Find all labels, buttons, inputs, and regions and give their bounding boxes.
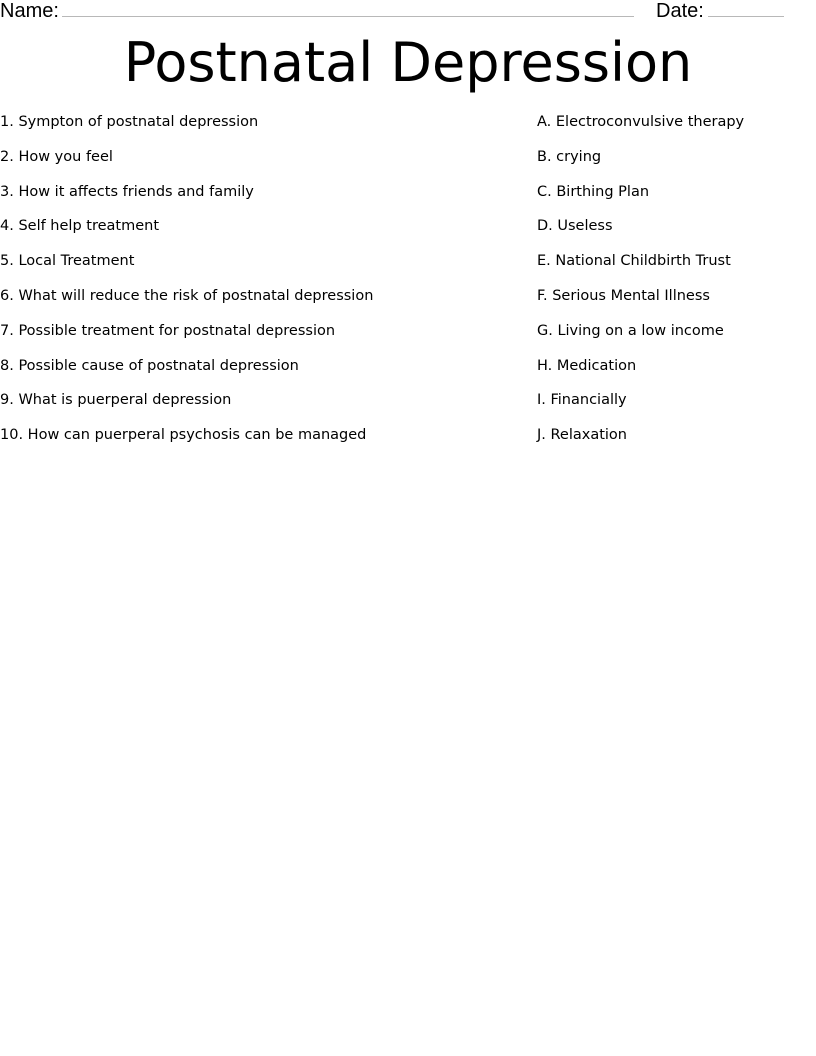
answer-item: G. Living on a low income xyxy=(537,322,724,339)
page-title: Postnatal Depression xyxy=(123,31,693,94)
clue-item: 1. Sympton of postnatal depression xyxy=(0,114,259,130)
clue-item: 2. How you feel xyxy=(0,148,113,165)
date-blank-line xyxy=(708,16,784,17)
name-label: Name: xyxy=(0,0,59,22)
answer-item: D. Useless xyxy=(537,218,613,235)
answer-item: I. Financially xyxy=(537,392,627,409)
answer-item: E. National Childbirth Trust xyxy=(537,253,731,270)
answer-item: F. Serious Mental Illness xyxy=(537,287,710,304)
clue-item: 4. Self help treatment xyxy=(0,218,160,235)
worksheet-header xyxy=(0,0,816,24)
answer-item: J. Relaxation xyxy=(537,427,627,444)
clue-item: 8. Possible cause of postnatal depression xyxy=(0,357,299,374)
date-label: Date: xyxy=(656,0,704,22)
answer-item: H. Medication xyxy=(537,357,637,374)
name-blank-line xyxy=(62,16,634,17)
clue-item: 3. How it affects friends and family xyxy=(0,183,254,200)
clue-item: 6. What will reduce the risk of postnatal depression xyxy=(0,287,374,304)
clue-item: 10. How can puerperal psychosis can be managed xyxy=(0,427,367,444)
answer-list xyxy=(537,111,807,459)
clue-item: 5. Local Treatment xyxy=(0,253,135,270)
clue-item: 9. What is puerperal depression xyxy=(0,392,232,409)
answer-item: B. crying xyxy=(537,148,602,165)
clue-list xyxy=(0,111,520,459)
clue-item: 7. Possible treatment for postnatal depression xyxy=(0,322,336,339)
answer-item: C. Birthing Plan xyxy=(537,183,650,200)
answer-item: A. Electroconvulsive therapy xyxy=(537,114,745,130)
